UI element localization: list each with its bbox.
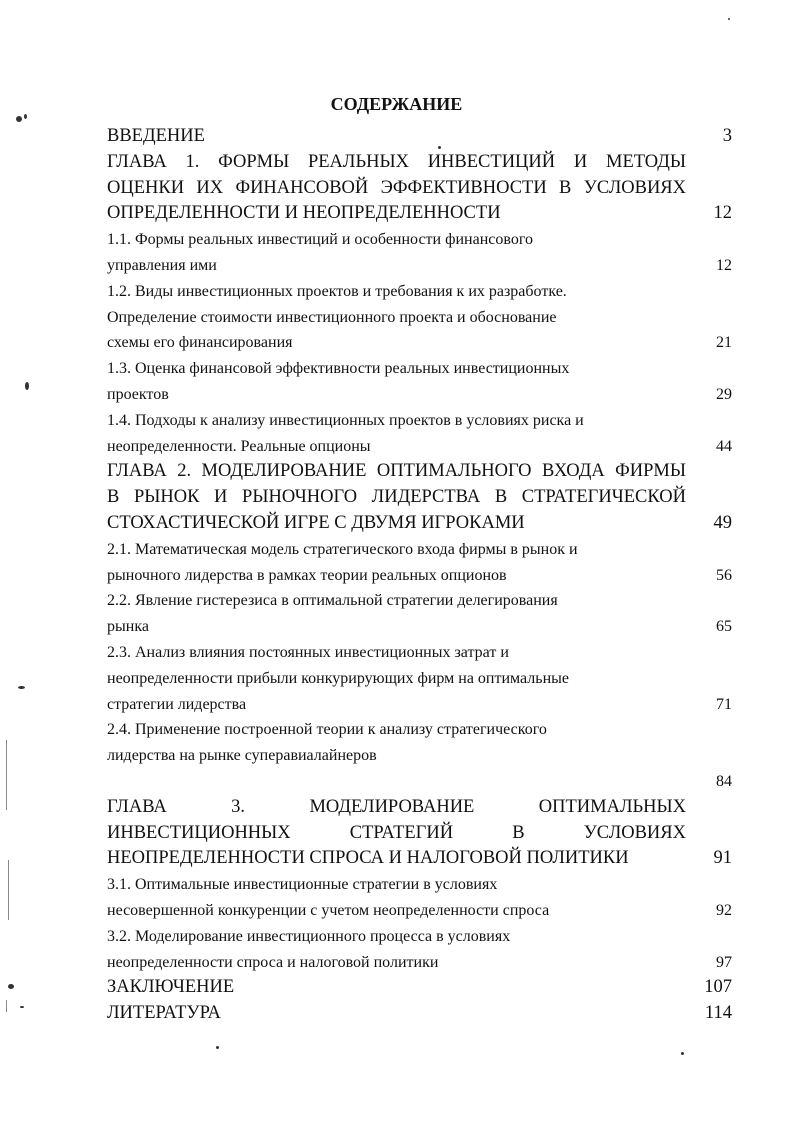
scan-margin-line xyxy=(6,1000,7,1012)
toc-entry-line xyxy=(107,846,732,872)
toc-entry-text: ЛИТЕРАТУРА xyxy=(107,1003,221,1024)
page-title: СОДЕРЖАНИЕ xyxy=(330,94,463,114)
toc-page-number: 65 xyxy=(716,618,732,636)
toc-entry-line xyxy=(107,666,732,692)
toc-entry-line xyxy=(107,330,732,356)
scan-margin-line xyxy=(8,860,9,920)
toc-entry xyxy=(107,795,732,872)
toc-entry-line xyxy=(107,459,732,485)
toc-entry xyxy=(107,356,732,408)
toc-entry-line xyxy=(107,485,732,511)
toc-entry-text: 2.2. Явление гистерезиса в оптимальной стратегии делегирования xyxy=(107,592,558,610)
toc-entry-text: ГЛАВА 1. ФОРМЫ РЕАЛЬНЫХ ИНВЕСТИЦИЙ И МЕТОДЫ xyxy=(107,151,686,172)
toc-page-number: 3 xyxy=(722,126,732,146)
toc-entry-text: схемы его финансирования xyxy=(107,334,293,352)
scan-speck xyxy=(18,686,25,689)
toc-entry-line xyxy=(107,563,732,589)
toc-entry-text: ОПРЕДЕЛЕННОСТИ И НЕОПРЕДЕЛЕННОСТИ xyxy=(107,203,501,224)
toc-entry-line xyxy=(107,408,732,434)
toc-page-number: 107 xyxy=(704,977,732,998)
toc-entry-line xyxy=(107,614,732,640)
toc-page-number: 71 xyxy=(716,695,732,713)
toc-entry xyxy=(107,924,732,976)
toc-entry-line xyxy=(107,537,732,563)
scan-speck xyxy=(25,382,29,390)
toc-entry-line xyxy=(107,717,732,743)
toc-entry-line xyxy=(107,692,732,718)
toc-entry-text: управления ими xyxy=(107,256,217,274)
toc-entry xyxy=(107,124,732,150)
toc-page-number: 84 xyxy=(716,772,732,790)
toc-entry-line xyxy=(107,975,732,1001)
toc-entry-line xyxy=(107,640,732,666)
toc-entry-line xyxy=(107,201,732,227)
toc-entry xyxy=(107,459,732,536)
toc-page-number: 114 xyxy=(704,1003,732,1024)
scan-margin-line xyxy=(6,740,7,810)
toc-entry-line xyxy=(107,950,732,976)
toc-entry-line xyxy=(107,898,732,924)
toc-entry-line xyxy=(107,356,732,382)
toc-entry-text: 1.3. Оценка финансовой эффективности реальных инвестиционных xyxy=(107,360,570,378)
toc-entry-text: 2.3. Анализ влияния постоянных инвестиционных затрат и xyxy=(107,643,509,661)
toc-entry xyxy=(107,975,732,1001)
toc-entry-text: 3.1. Оптимальные инвестиционные стратегии в условиях xyxy=(107,876,498,894)
toc-entry-text: 1.2. Виды инвестиционных проектов и требования к их разработке. xyxy=(107,282,567,300)
toc-page-number: 92 xyxy=(716,901,732,919)
scan-speck xyxy=(20,1006,24,1008)
toc-entry-text: проектов xyxy=(107,385,169,403)
toc-entry xyxy=(107,150,732,227)
toc-page-number: 56 xyxy=(716,566,732,584)
toc-entry-text: неопределенности спроса и налоговой политики xyxy=(107,953,439,971)
toc-entry xyxy=(107,227,732,279)
scan-speck xyxy=(8,984,14,989)
toc-entry-text: ИНВЕСТИЦИОННЫХ СТРАТЕГИЙ В УСЛОВИЯХ xyxy=(107,822,686,843)
toc-entry xyxy=(107,872,732,924)
toc-entry xyxy=(107,279,732,356)
toc-entry-text: ГЛАВА 3. МОДЕЛИРОВАНИЕ ОПТИМАЛЬНЫХ xyxy=(107,796,686,817)
scan-speck xyxy=(438,146,441,149)
toc-entry-text: ОЦЕНКИ ИХ ФИНАНСОВОЙ ЭФФЕКТИВНОСТИ В УСЛОВИЯХ xyxy=(107,177,686,198)
toc-entry-line xyxy=(107,150,732,176)
toc-page-number: 12 xyxy=(713,203,732,224)
toc-page-number: 29 xyxy=(716,385,732,403)
scan-speck xyxy=(728,18,730,20)
toc-entry-text: стратегии лидерства xyxy=(107,695,247,713)
scan-speck xyxy=(681,1052,684,1055)
toc-entry xyxy=(107,640,732,717)
toc-entry-text: 1.4. Подходы к анализу инвестиционных проектов в условиях риска и xyxy=(107,411,584,429)
scan-speck xyxy=(16,116,22,122)
toc-entry-text: ЗАКЛЮЧЕНИЕ xyxy=(107,977,235,998)
toc-entry xyxy=(107,717,732,794)
toc-entry-text: В РЫНОК И РЫНОЧНОГО ЛИДЕРСТВА В СТРАТЕГИЧЕСКОЙ xyxy=(107,487,686,508)
toc-entry-text: ГЛАВА 2. МОДЕЛИРОВАНИЕ ОПТИМАЛЬНОГО ВХОДА ФИРМЫ xyxy=(107,461,686,482)
toc-entry-line xyxy=(107,279,732,305)
toc-entry-text: ВВЕДЕНИЕ xyxy=(107,126,205,146)
toc-entry-text: лидерства на рынке суперавиалайнеров xyxy=(107,747,377,765)
toc-page-number: 21 xyxy=(716,334,732,352)
toc-entry-line xyxy=(107,769,732,795)
toc-entry-text: Определение стоимости инвестиционного проекта и обоснование xyxy=(107,308,557,326)
toc-page-number: 97 xyxy=(716,953,732,971)
toc-page-number: 49 xyxy=(713,512,732,533)
scan-speck xyxy=(24,114,27,119)
toc-entry-text: несовершенной конкуренции с учетом неопределенности спроса xyxy=(107,901,550,919)
toc-entry xyxy=(107,1001,732,1027)
toc-entry-text: 1.1. Формы реальных инвестиций и особенности финансового xyxy=(107,231,533,249)
toc-entry-text: рыночного лидерства в рамках теории реальных опционов xyxy=(107,566,507,584)
toc-entry-text: 3.2. Моделирование инвестиционного процесса в условиях xyxy=(107,927,511,945)
toc-entry-text: неопределенности прибыли конкурирующих фирм на оптимальные xyxy=(107,669,569,687)
toc-entry-line xyxy=(107,382,732,408)
toc-entry xyxy=(107,537,732,589)
toc-entry xyxy=(107,408,732,460)
toc-entry-line xyxy=(107,588,732,614)
toc-entry-text: СТОХАСТИЧЕСКОЙ ИГРЕ С ДВУМЯ ИГРОКАМИ xyxy=(107,512,525,533)
table-of-contents xyxy=(107,124,732,1027)
toc-page-number: 44 xyxy=(716,437,732,455)
toc-entry-line xyxy=(107,124,732,150)
toc-entry-line xyxy=(107,305,732,331)
toc-entry-line xyxy=(107,743,732,769)
toc-entry-text: рынка xyxy=(107,618,149,636)
toc-entry-text: 2.1. Математическая модель стратегического входа фирмы в рынок и xyxy=(107,540,578,558)
toc-entry-line xyxy=(107,434,732,460)
toc-entry-line xyxy=(107,821,732,847)
toc-entry-line xyxy=(107,795,732,821)
toc-entry-line xyxy=(107,227,732,253)
toc-entry-line xyxy=(107,511,732,537)
scan-speck xyxy=(216,1046,219,1049)
toc-entry-line xyxy=(107,253,732,279)
toc-entry-line xyxy=(107,872,732,898)
toc-page-number: 91 xyxy=(713,848,732,869)
toc-entry-text: НЕОПРЕДЕЛЕННОСТИ СПРОСА И НАЛОГОВОЙ ПОЛИТИКИ xyxy=(107,848,629,869)
toc-entry-line xyxy=(107,176,732,202)
toc-entry xyxy=(107,588,732,640)
toc-entry-text: 2.4. Применение построенной теории к анализу стратегического xyxy=(107,721,547,739)
toc-entry-line xyxy=(107,1001,732,1027)
toc-entry-line xyxy=(107,924,732,950)
toc-entry-text: неопределенности. Реальные опционы xyxy=(107,437,371,455)
toc-page-number: 12 xyxy=(716,256,732,274)
